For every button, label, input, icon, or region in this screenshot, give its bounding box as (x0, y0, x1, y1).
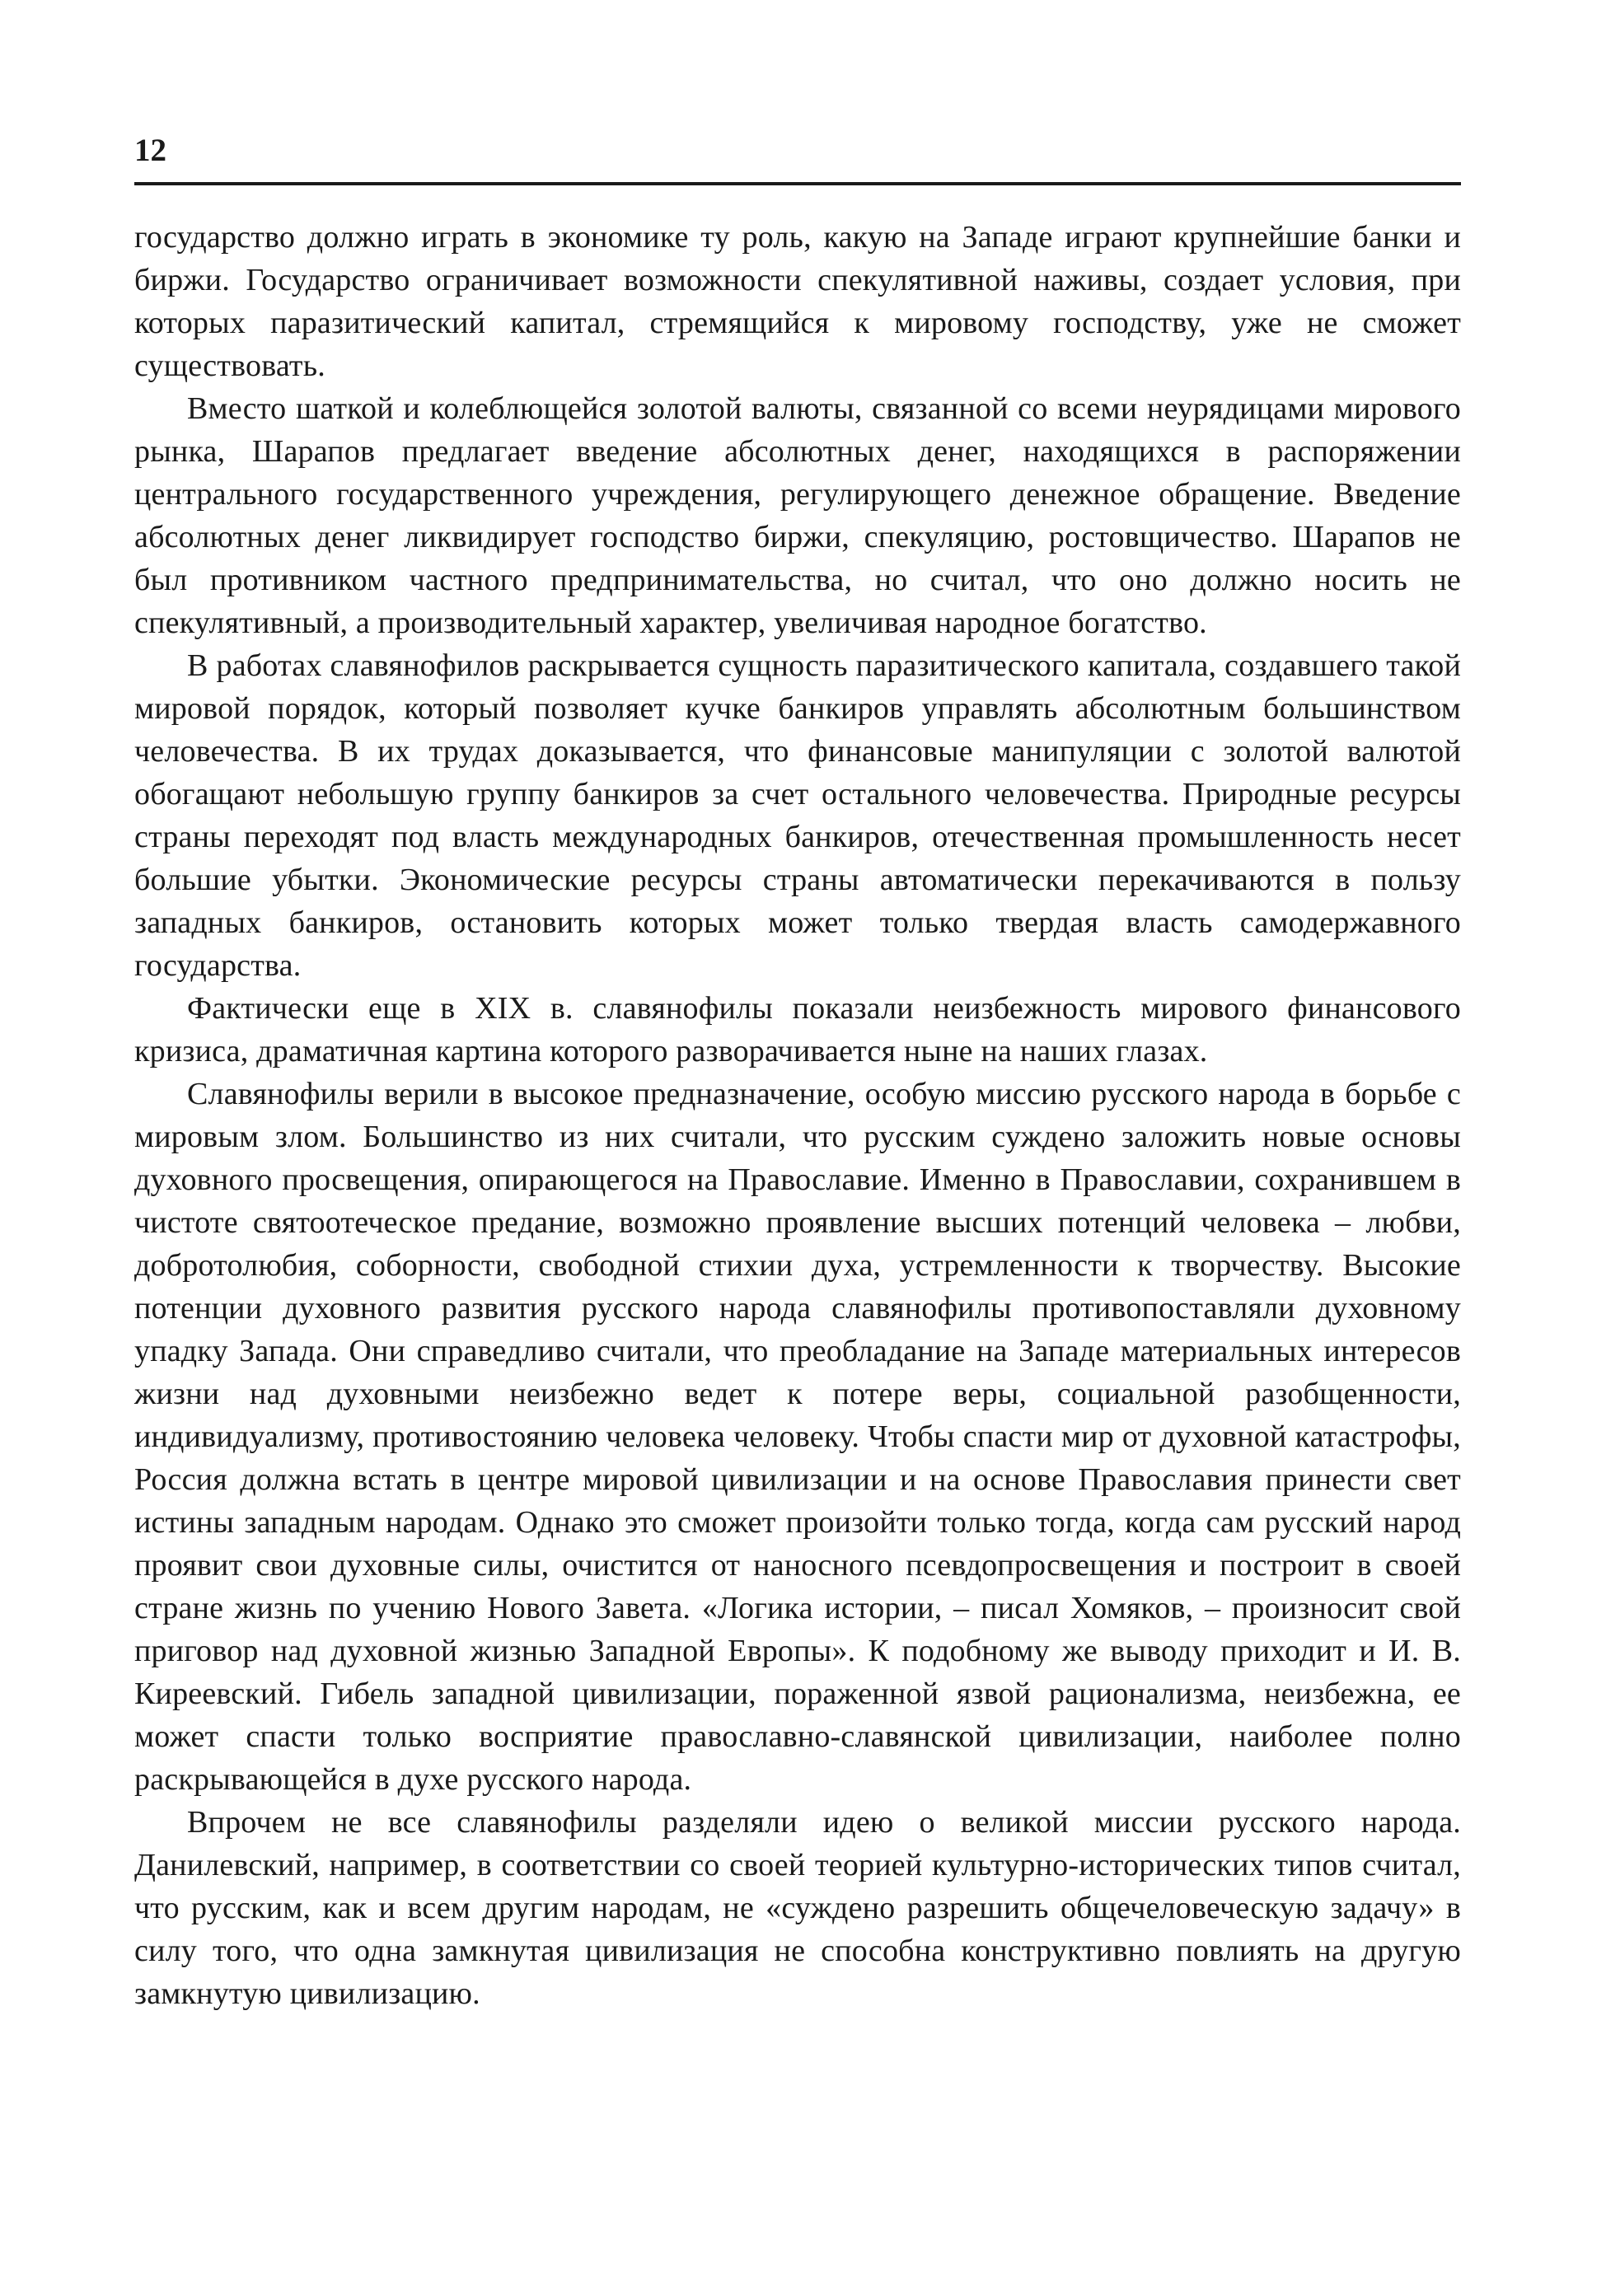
paragraph-2: Вместо шаткой и колеблющейся золотой валюты, связанной со всеми неурядицами мирового рынка, Шарапов предлагает введение абсолютных денег, находящихся в распоряжении центрального государственного учреждения, регулирующего денежное обращение. Введение абсолютных денег ликвидирует господство биржи, спекуляцию, ростовщичество. Шарапов не был противником частного предпринимательства, но считал, что оно должно носить не спекулятивный, а производительный характер, увеличивая народное богатство. (134, 391, 1461, 640)
body-text (134, 216, 1461, 2015)
paragraph-4: Фактически еще в XIX в. славянофилы показали неизбежность мирового финансового кризиса, драматичная картина которого разворачивается ныне на наших глазах. (134, 991, 1461, 1069)
paragraph-6: Впрочем не все славянофилы разделяли идею о великой миссии русского народа. Данилевский, например, в соответствии со своей теорией культурно-исторических типов считал, что русским, как и всем другим народам, не «суждено разрешить общечеловеческую задачу» в силу того, что одна замкнутая цивилизация не способна конструктивно повлиять на другую замкнутую цивилизацию. (134, 1805, 1461, 2011)
paragraph-1: государство должно играть в экономике ту роль, какую на Западе играют крупнейшие банки и биржи. Государство ограничивает возможности спекулятивной наживы, создает условия, при которых паразитический капитал, стремящийся к мировому господству, уже не сможет существовать. (134, 220, 1461, 383)
page-header (134, 132, 1461, 186)
header-rule (134, 182, 1461, 185)
page-number: 12 (134, 133, 166, 168)
paragraph-5: Славянофилы верили в высокое предназначение, особую миссию русского народа в борьбе с мировым злом. Большинство из них считали, что русским суждено заложить новые основы духовного просвещения, опирающегося на Православие. Именно в Православии, сохранившем в чистоте святоотеческое предание, возможно проявление высших потенций человека – любви, добротолюбия, соборности, свободной стихии духа, устремленности к творчеству. Высокие потенции духовного развития русского народа славянофилы противопоставляли духовному упадку Запада. Они справедливо считали, что преобладание на Западе материальных интересов жизни над духовными неизбежно ведет к потере веры, социальной разобщенности, индивидуализму, противостоянию человека человеку. Чтобы спасти мир от духовной катастрофы, Россия должна встать в центре мировой цивилизации и на основе Православия принести свет истины западным народам. Однако это сможет произойти только тогда, когда сам русский народ проявит свои духовные силы, очистится от наносного псевдопросвещения и построит в своей стране жизнь по учению Нового Завета. «Логика истории, – писал Хомяков, – произносит свой приговор над духовной жизнью Западной Европы». К подобному же выводу приходит и И. В. Киреевский. Гибель западной цивилизации, пораженной язвой рационализма, неизбежна, ее может спасти только восприятие православно-славянской цивилизации, наиболее полно раскрывающейся в духе русского народа. (134, 1077, 1461, 1797)
paragraph-3: В работах славянофилов раскрывается сущность паразитического капитала, создавшего такой мировой порядок, который позволяет кучке банкиров управлять абсолютным большинством человечества. В их трудах доказывается, что финансовые манипуляции с золотой валютой обогащают небольшую группу банкиров за счет остального человечества. Природные ресурсы страны переходят под власть международных банкиров, отечественная промышленность несет большие убытки. Экономические ресурсы страны автоматически перекачиваются в пользу западных банкиров, остановить которых может только твердая власть самодержавного государства. (134, 648, 1461, 983)
